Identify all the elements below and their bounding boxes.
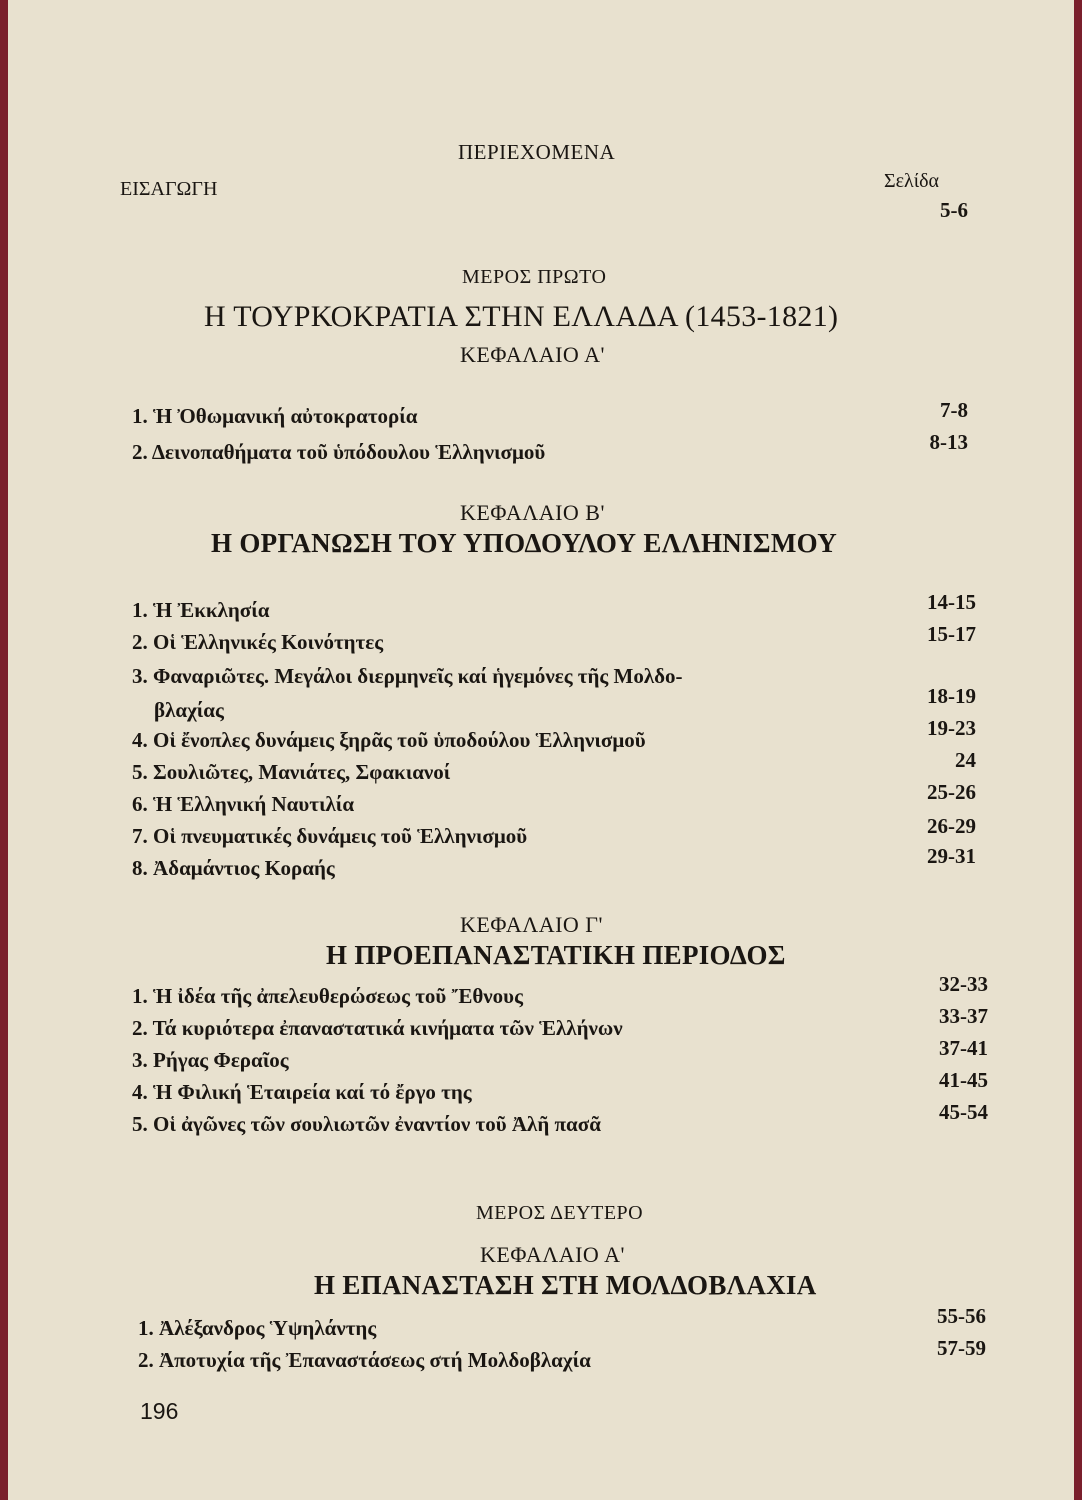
toc-entry-pages: 15-17 bbox=[927, 622, 976, 646]
chapter-b-title: Η ΟΡΓΑΝΩΣΗ ΤΟΥ ΥΠΟΔΟΥΛΟΥ ΕΛΛΗΝΙΣΜΟΥ bbox=[211, 528, 838, 558]
chapter-g-label: ΚΕΦΑΛΑΙΟ Γ' bbox=[460, 912, 603, 937]
toc-entry: 6. Ἡ Ἑλληνική Ναυτιλία bbox=[132, 792, 355, 816]
toc-entry: 3. Φαναριῶτες. Μεγάλοι διερμηνεῖς καί ἡγεμόνες τῆς Μολδο- bbox=[132, 664, 683, 688]
toc-entry: 2. Δεινοπαθήματα τοῦ ὑπόδουλου Ἑλληνισμοῦ bbox=[132, 440, 546, 464]
toc-entry: 2. Ἀποτυχία τῆς Ἐπαναστάσεως στή Μολδοβλαχία bbox=[138, 1348, 591, 1372]
introduction-pages: 5-6 bbox=[940, 198, 968, 222]
part-two-label: ΜΕΡΟΣ ΔΕΥΤΕΡΟ bbox=[476, 1202, 644, 1224]
toc-entry-pages: 18-19 bbox=[927, 684, 976, 708]
toc-entry-pages: 32-33 bbox=[939, 972, 988, 996]
page-column-label: Σελίδα bbox=[884, 170, 940, 192]
toc-entry-continuation: βλαχίας bbox=[154, 698, 224, 722]
chapter-a-label: ΚΕΦΑΛΑΙΟ Α' bbox=[460, 342, 605, 367]
toc-entry-pages: 33-37 bbox=[939, 1004, 988, 1028]
toc-entry-pages: 55-56 bbox=[937, 1304, 986, 1328]
toc-entry-pages: 8-13 bbox=[929, 430, 968, 454]
toc-entry-pages: 26-29 bbox=[927, 814, 976, 838]
toc-entry: 2. Τά κυριότερα ἐπαναστατικά κινήματα τῶν Ἑλλήνων bbox=[132, 1016, 623, 1040]
toc-entry-pages: 25-26 bbox=[927, 780, 976, 804]
toc-entry: 1. Ἀλέξανδρος Ὑψηλάντης bbox=[138, 1316, 377, 1340]
toc-entry: 3. Ρήγας Φεραῖος bbox=[132, 1048, 289, 1072]
document-page bbox=[8, 0, 1074, 1500]
toc-entry: 1. Ἡ ἰδέα τῆς ἀπελευθερώσεως τοῦ Ἔθνους bbox=[132, 984, 523, 1008]
toc-entry: 7. Οἱ πνευματικές δυνάμεις τοῦ Ἑλληνισμοῦ bbox=[132, 824, 528, 848]
toc-entry-pages: 7-8 bbox=[940, 398, 968, 422]
chapter-g-title: Η ΠΡΟΕΠΑΝΑΣΤΑΤΙΚΗ ΠΕΡΙΟΔΟΣ bbox=[326, 940, 786, 970]
toc-entry-pages: 14-15 bbox=[927, 590, 976, 614]
part-two-chapter-a-title: Η ΕΠΑΝΑΣΤΑΣΗ ΣΤΗ ΜΟΛΔΟΒΛΑΧΙΑ bbox=[314, 1270, 817, 1300]
toc-entry: 1. Ἡ Ἐκκλησία bbox=[132, 598, 270, 622]
toc-entry: 4. Οἱ ἔνοπλες δυνάμεις ξηρᾶς τοῦ ὑποδούλου Ἑλληνισμοῦ bbox=[132, 728, 646, 752]
toc-entry: 4. Ἡ Φιλική Ἑταιρεία καί τό ἔργο της bbox=[132, 1080, 472, 1104]
toc-entry: 5. Σουλιῶτες, Μανιάτες, Σφακιανοί bbox=[132, 760, 451, 784]
introduction-label: ΕΙΣΑΓΩΓΗ bbox=[120, 178, 218, 200]
toc-entry: 5. Οἱ ἀγῶνες τῶν σουλιωτῶν ἐναντίον τοῦ Ἀλῆ πασᾶ bbox=[132, 1112, 601, 1136]
toc-entry: 8. Ἀδαμάντιος Κοραής bbox=[132, 856, 335, 880]
toc-entry-pages: 57-59 bbox=[937, 1336, 986, 1360]
part-one-label: ΜΕΡΟΣ ΠΡΩΤΟ bbox=[462, 266, 607, 288]
toc-entry-pages: 41-45 bbox=[939, 1068, 988, 1092]
toc-entry: 1. Ἡ Ὀθωμανική αὐτοκρατορία bbox=[132, 404, 418, 428]
toc-entry-pages: 24 bbox=[955, 748, 976, 772]
contents-title: ΠΕΡΙΕΧΟΜΕΝΑ bbox=[458, 140, 616, 164]
part-one-title: Η ΤΟΥΡΚΟΚΡΑΤΙΑ ΣΤΗΝ ΕΛΛΑΔΑ (1453-1821) bbox=[204, 300, 839, 333]
toc-entry-pages: 45-54 bbox=[939, 1100, 988, 1124]
page-number: 196 bbox=[140, 1398, 179, 1424]
chapter-b-label: ΚΕΦΑΛΑΙΟ Β' bbox=[460, 500, 605, 525]
toc-entry-pages: 29-31 bbox=[927, 844, 976, 868]
toc-entry-pages: 37-41 bbox=[939, 1036, 988, 1060]
toc-entry-pages: 19-23 bbox=[927, 716, 976, 740]
part-two-chapter-a-label: ΚΕΦΑΛΑΙΟ Α' bbox=[480, 1242, 625, 1267]
toc-entry: 2. Οἱ Ἑλληνικές Κοινότητες bbox=[132, 630, 384, 654]
